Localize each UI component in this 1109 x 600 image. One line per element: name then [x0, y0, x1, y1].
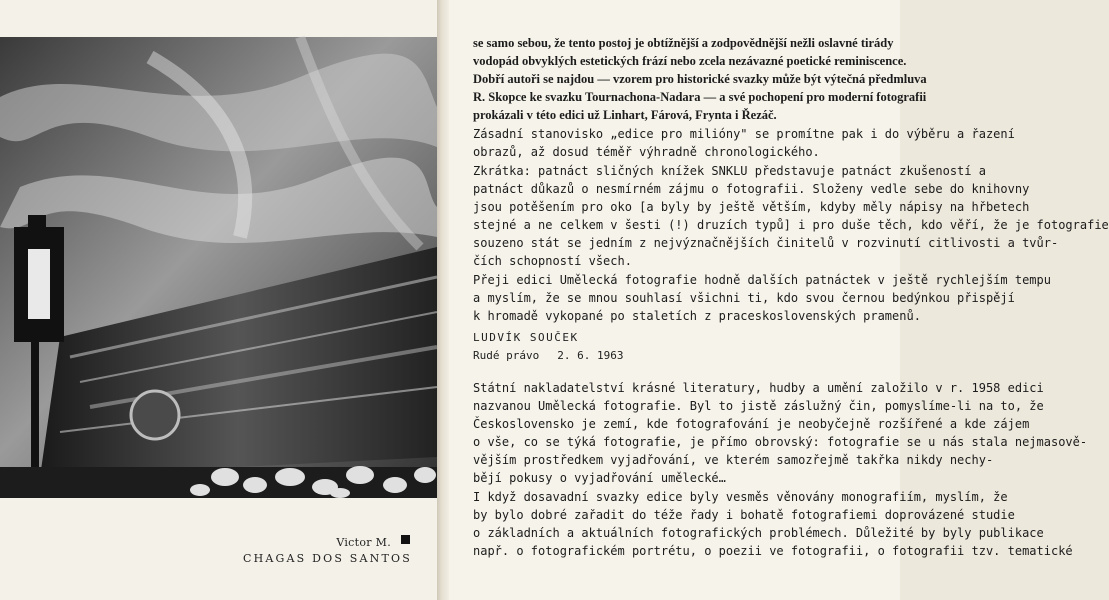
text-line: čích schopností všech. — [473, 254, 632, 268]
source-name: Rudé právo — [473, 349, 540, 362]
text-line: vodopád obvyklých estetických frází nebo zcela nezávazné poetické reminiscence. — [473, 54, 907, 68]
text-line: se samo sebou, že tento postoj je obtížnější a zodpovědnější nežli oslavné tirády — [473, 36, 894, 50]
text-line: o vše, co se týká fotografie, je přímo obrovský: fotografie se u nás stala nejmasově- — [473, 435, 1088, 449]
text-line: stejné a ne celkem v šesti (!) druzích typů] i pro duše těch, kdo věří, že je fotografie — [473, 218, 1109, 232]
text-line: Československo je zemí, kde fotografování je neobyčejně rozšířené a kde zájem — [473, 417, 1030, 431]
text-line: např. o fotografickém portrétu, o poezii ve fotografii, o fotografii tzv. tematické — [473, 544, 1073, 558]
text-line: k hromadě vykopané po staletích z praceskoslovenských pramenů. — [473, 309, 921, 323]
text-line: Zkrátka: patnáct sličných knížek SNKLU představuje patnáct zkušeností a — [473, 164, 986, 178]
author-signature: LUDVÍK SOUČEK — [473, 331, 579, 344]
text-line: a myslím, že se mnou souhlasí všichni ti, kdo svou černou bedýnkou přispějí — [473, 291, 1015, 305]
text-line: patnáct důkazů o nesmírném zájmu o fotografii. Složeny vedle sebe do knihovny — [473, 182, 1030, 196]
text-line: obrazů, až dosud téměř výhradně chronologického. — [473, 145, 820, 159]
article-text — [473, 0, 1109, 600]
train-photo-illustration — [0, 37, 437, 498]
text-line: Státní nakladatelství krásné literatury, hudby a umění založilo v r. 1958 edici — [473, 381, 1044, 395]
photograph — [0, 37, 437, 498]
text-line: o základních a aktuálních fotografických problémech. Důležité by byly publikace — [473, 526, 1044, 540]
text-line: nazvanou Umělecká fotografie. Byl to jistě záslužný čin, pomyslíme-li na to, že — [473, 399, 1044, 413]
photo-caption-author-first: Victor M. — [336, 536, 391, 549]
text-line: souzeno stát se jedním z nejvýznačnějších činitelů v rozvinutí citlivosti a tvůr- — [473, 236, 1059, 250]
caption-square-mark — [401, 535, 410, 544]
text-line: Přeji edici Umělecká fotografie hodně dalších patnáctek v ještě rychlejším tempu — [473, 273, 1051, 287]
photo-caption-author-last: CHAGAS DOS SANTOS — [243, 552, 412, 565]
source-citation — [473, 349, 623, 362]
left-page — [0, 0, 437, 600]
text-line: R. Skopce ke svazku Tournachona-Nadara — a své pochopení pro moderní fotografii — [473, 90, 927, 104]
text-line: prokázali v této edici už Linhart, Fárová, Frynta i Řezáč. — [473, 108, 777, 122]
text-line: I když dosavadní svazky edice byly vesměs věnovány monografiím, myslím, že — [473, 490, 1008, 504]
text-line: Zásadní stanovisko „edice pro milióny" se promítne pak i do výběru a řazení — [473, 127, 1015, 141]
text-line: Dobří autoři se najdou — vzorem pro historické svazky může být výtečná předmluva — [473, 72, 927, 86]
source-date: 2. 6. 1963 — [557, 349, 624, 362]
text-line: vějším prostředkem vyjadřování, ve kterém samozřejmě takřka nikdy nechy- — [473, 453, 994, 467]
text-line: by bylo dobré zařadit do téže řady i bohatě fotografiemi doprovázené studie — [473, 508, 1015, 522]
text-line: bějí pokusy o vyjadřování umělecké… — [473, 471, 726, 485]
book-gutter — [437, 0, 449, 600]
text-line: jsou potěšením pro oko [a byly by ještě větším, kdyby měly nápisy na hřbetech — [473, 200, 1030, 214]
